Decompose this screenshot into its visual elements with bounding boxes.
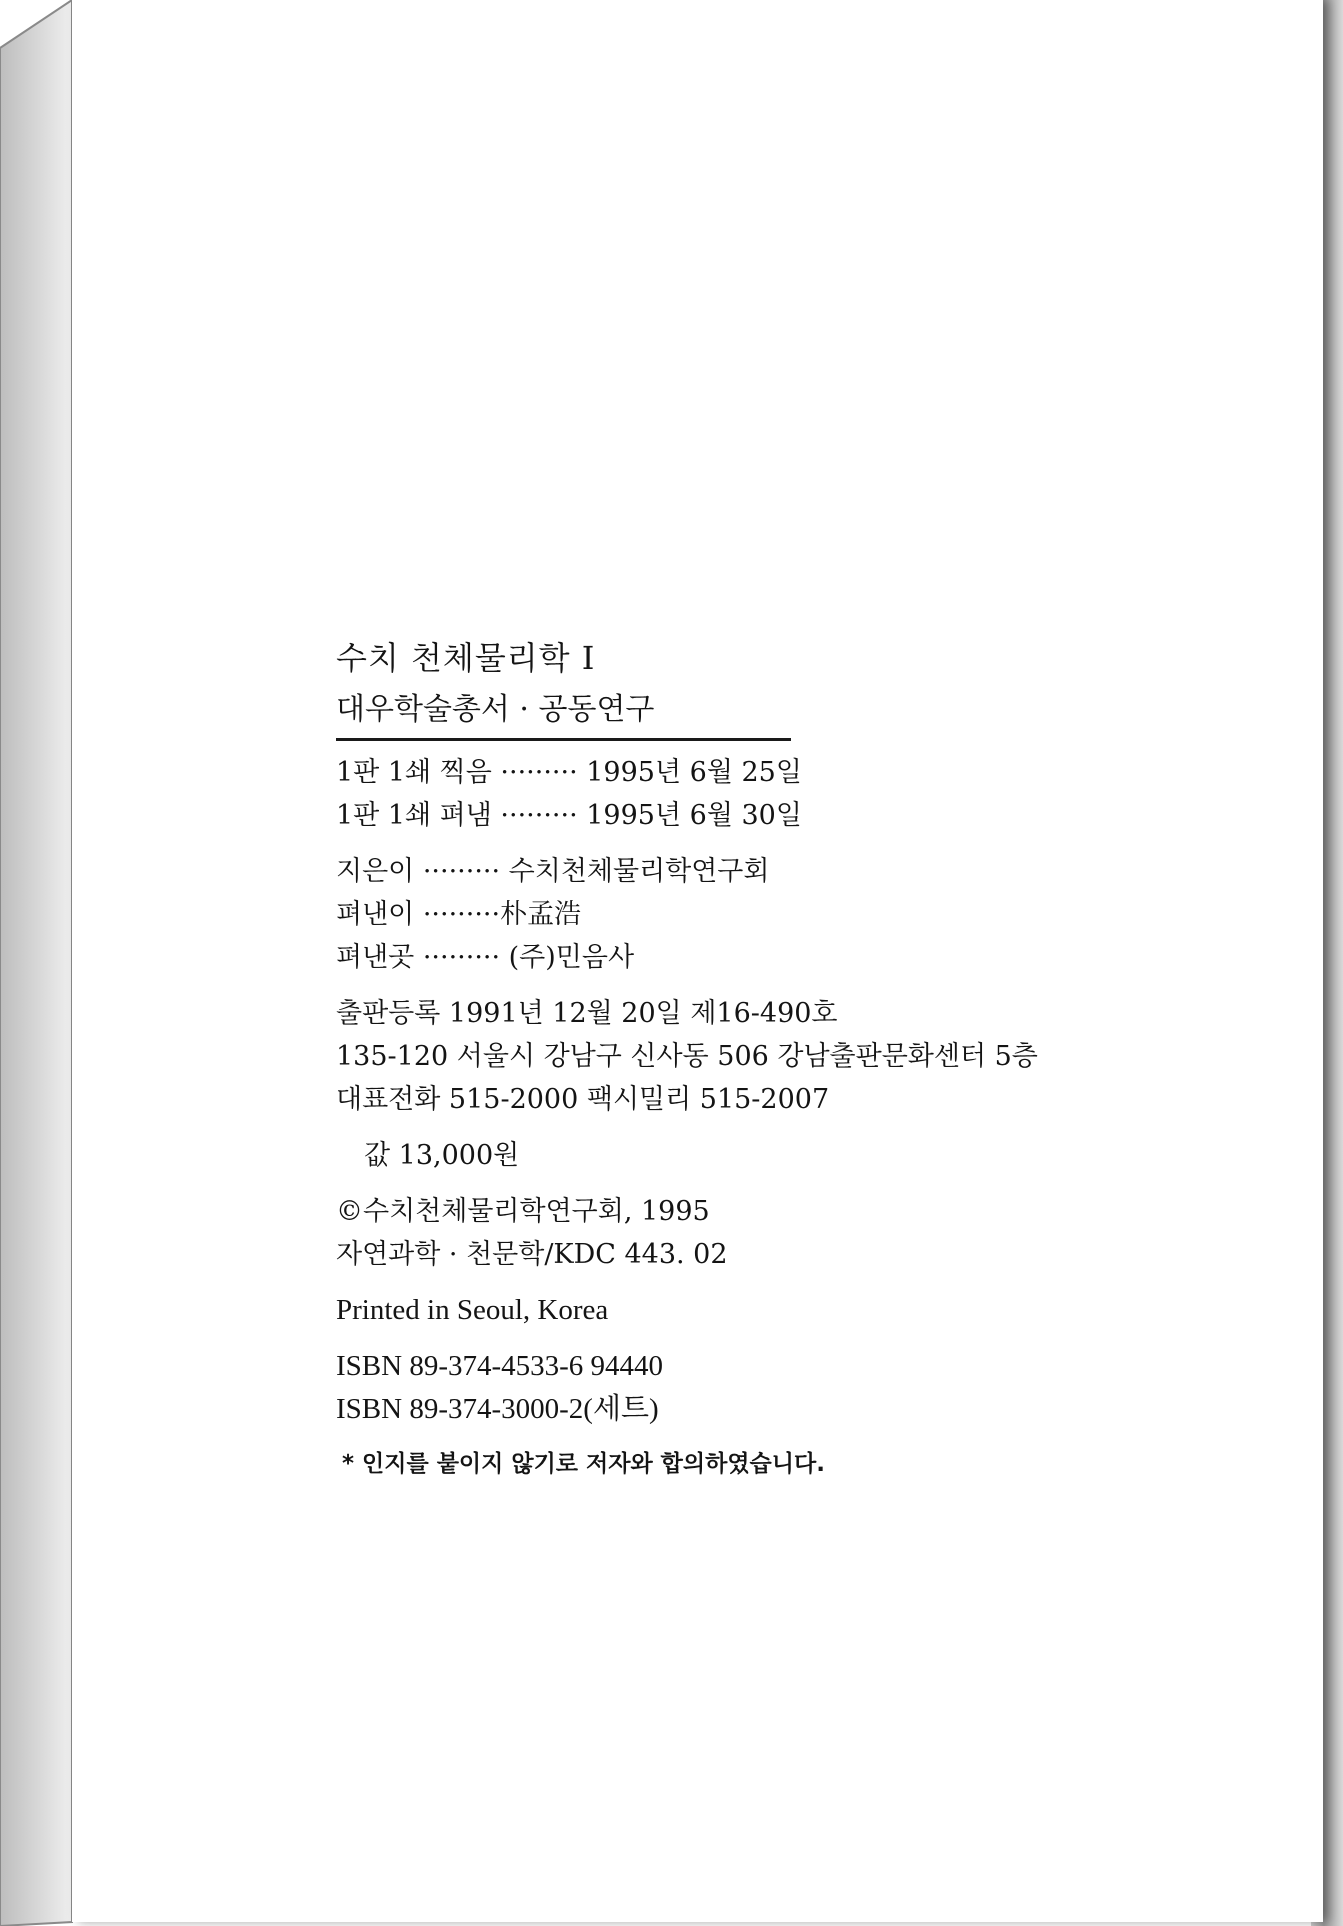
phone-line: 대표전화 515-2000 팩시밀리 515-2007: [336, 1084, 830, 1115]
classification-line: 자연과학 · 천문학/KDC 443. 02: [336, 1239, 728, 1270]
address-line: 135-120 서울시 강남구 신사동 506 강남출판문화센터 5층: [336, 1041, 1038, 1072]
divider-rule: [336, 738, 791, 741]
printed-in-line: Printed in Seoul, Korea: [336, 1294, 609, 1326]
book-title: 수치 천체물리학 Ⅰ: [336, 639, 596, 677]
book-series: 대우학술총서 · 공동연구: [336, 692, 655, 727]
author-line: 지은이 ········· 수치천체물리학연구회: [336, 856, 770, 887]
publishing-house-line: 펴낸곳 ········· (주)민음사: [336, 942, 635, 973]
isbn-set: ISBN 89-374-3000-2(세트): [336, 1393, 659, 1425]
price-line: 값 13,000원: [364, 1140, 520, 1171]
publisher-line: 펴낸이 ·········朴孟浩: [336, 899, 582, 930]
publish-date: 1판 1쇄 펴냄 ········· 1995년 6월 30일: [336, 800, 802, 831]
registration-line: 출판등록 1991년 12월 20일 제16-490호: [336, 998, 838, 1029]
colophon: [336, 630, 1096, 1484]
stamp-note: * 인지를 붙이지 않기로 저자와 합의하였습니다.: [342, 1451, 825, 1477]
copyright-line: ©수치천체물리학연구회, 1995: [336, 1196, 710, 1227]
print-date: 1판 1쇄 찍음 ········· 1995년 6월 25일: [336, 757, 802, 788]
isbn-main: ISBN 89-374-4533-6 94440: [336, 1350, 664, 1382]
